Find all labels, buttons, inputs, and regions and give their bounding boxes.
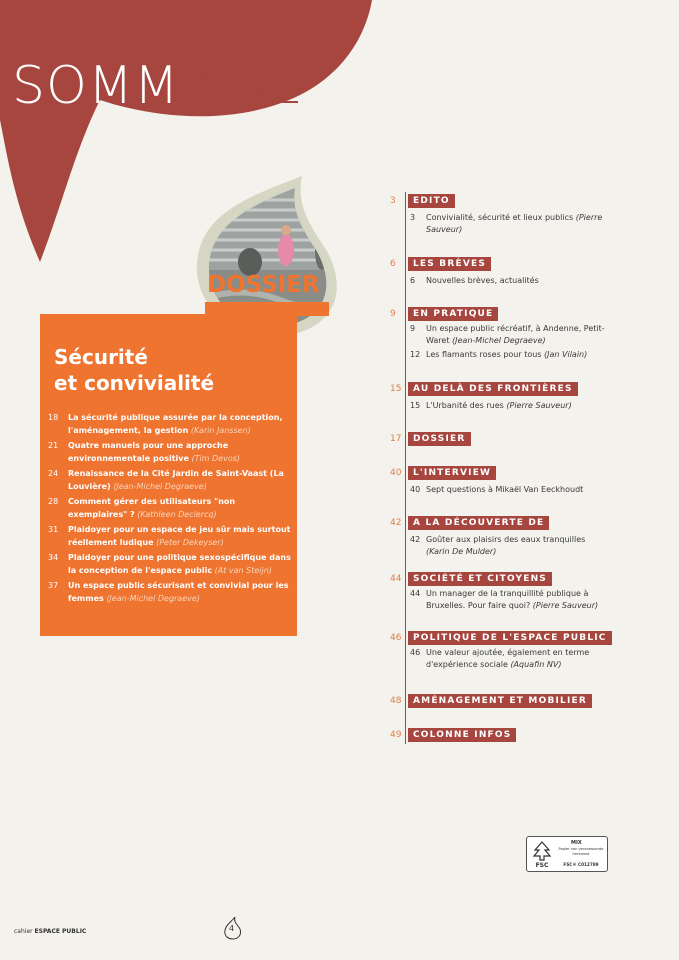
toc-section-label: LES BRÈVES: [408, 257, 491, 271]
dossier-article: [48, 579, 292, 605]
dossier-title-line1: Sécurité: [54, 345, 148, 369]
toc-entry-page: 40: [410, 485, 421, 494]
toc-entry-page: 44: [410, 589, 421, 598]
toc-entry-body: [426, 534, 605, 558]
toc-entry-author: (Karin De Mulder): [426, 547, 497, 556]
dossier-article-author: (Kathleen Declercq): [137, 510, 217, 519]
footer-prefix: cahier: [14, 928, 33, 935]
toc-entry-title: Une valeur ajoutée, également en terme d'expérience sociale: [426, 648, 590, 669]
toc-entry: [410, 484, 605, 496]
dossier-article-page: 37: [48, 581, 59, 590]
toc-entry-body: [426, 323, 605, 347]
toc-entry-title: Un espace public récréatif, à Andenne, Petit-Waret: [426, 324, 605, 345]
dossier-article: [48, 439, 292, 465]
dossier-article-author: (Peter Dekeyser): [156, 538, 224, 547]
toc-entry-title: Les flamants roses pour tous: [426, 350, 542, 359]
dossier-article-body: [68, 523, 292, 549]
fsc-brand: FSC: [535, 862, 549, 868]
dossier-article-author: (Jean-Michel Degraeve): [113, 482, 207, 491]
dossier-article: [48, 551, 292, 577]
toc-entry-author: (Jean-Michel Degraeve): [452, 336, 546, 345]
toc-section-label: AU DELÀ DES FRONTIÈRES: [408, 382, 578, 396]
toc-section-page: 3: [390, 196, 396, 206]
dossier-article-author: (Tim Devos): [191, 454, 241, 463]
toc-section-label: EDITO: [408, 194, 455, 208]
dossier-title-line2: et convivialité: [54, 371, 215, 395]
dossier-article: [48, 495, 292, 521]
page-title-part1: SOMM: [12, 56, 180, 116]
toc-section-label: SOCIÉTÉ ET CITOYENS: [408, 572, 552, 586]
toc-entry-title: L'Urbanité des rues: [426, 401, 504, 410]
dossier-article-author: (Karin Janssen): [190, 426, 251, 435]
dossier-article-body: [68, 411, 292, 437]
dossier-article-page: 34: [48, 553, 59, 562]
toc-entry-body: [426, 275, 605, 287]
dossier-article-page: 18: [48, 413, 59, 422]
toc-section-page: 46: [390, 633, 402, 643]
dossier-article-body: [68, 495, 292, 521]
toc-entry-author: (Pierre Sauveur): [506, 401, 572, 410]
toc-section-page: 49: [390, 730, 402, 740]
toc-entry: [410, 400, 605, 412]
dossier-article-title: Quatre manuels pour une approche environnementale positive: [68, 441, 229, 463]
toc-entry: [410, 588, 605, 612]
toc-entry-page: 9: [410, 324, 416, 333]
dossier-article-page: 21: [48, 441, 59, 450]
toc-entry-body: [426, 212, 605, 236]
toc-section-page: 6: [390, 259, 396, 269]
toc-entry-author: (Jan Vilain): [544, 350, 588, 359]
toc-entry-body: [426, 400, 605, 412]
dossier-article-author: (Jean-Michel Degraeve): [106, 594, 200, 603]
toc-section-page: 9: [390, 309, 396, 319]
toc-divider-line: [405, 192, 406, 744]
dossier-article-title: La sécurité publique assurée par la conception, l'aménagement, la gestion: [68, 413, 283, 435]
dossier-article: [48, 411, 292, 437]
toc-section-page: 42: [390, 518, 402, 528]
toc-section-label: DOSSIER: [408, 432, 471, 446]
dossier-article-body: [68, 579, 292, 605]
toc-entry-page: 46: [410, 648, 421, 657]
fsc-code: FSC® C012789: [563, 862, 599, 867]
toc-entry-page: 15: [410, 401, 421, 410]
dossier-article-title: Plaidoyer pour un espace de jeu sûr mais surtout réellement ludique: [68, 525, 291, 547]
dossier-article-page: 31: [48, 525, 59, 534]
toc-section-page: 48: [390, 696, 402, 706]
dossier-article-page: 28: [48, 497, 59, 506]
toc-section-label: POLITIQUE DE L'ESPACE PUBLIC: [408, 631, 612, 645]
toc-entry-title: Un manager de la tranquillité publique à Bruxelles. Pour faire quoi?: [426, 589, 589, 610]
dossier-title: [54, 344, 214, 396]
toc-section-label: EN PRATIQUE: [408, 307, 498, 321]
toc-entry: [410, 349, 605, 361]
dossier-article-title: Renaissance de la Cité Jardin de Saint-Vaast (La Louvière): [68, 469, 284, 491]
dossier-article: [48, 467, 292, 493]
page-number: 4: [229, 924, 235, 933]
toc-entry-body: [426, 588, 605, 612]
toc-section-label: L'INTERVIEW: [408, 466, 496, 480]
toc-entry-author: (Pierre Sauveur): [426, 213, 603, 234]
toc-entry-title: Nouvelles brèves, actualités: [426, 276, 539, 285]
toc-section-label: COLONNE INFOS: [408, 728, 516, 742]
dossier-panel: [40, 314, 297, 636]
page-title: [12, 56, 304, 116]
fsc-tree-icon: [531, 840, 553, 868]
dossier-article-list: [48, 411, 292, 607]
toc-entry: [410, 212, 605, 236]
dossier-article-author: (At van Steijn): [214, 566, 272, 575]
dossier-article-body: [68, 467, 292, 493]
toc-section-page: 17: [390, 434, 402, 444]
toc-entry-title: Sept questions à Mikaël Van Eeckhoudt: [426, 485, 584, 494]
dossier-article-title: Un espace public sécurisant et convivial pour les femmes: [68, 581, 289, 603]
fsc-certification-badge: [526, 836, 608, 872]
toc-entry: [410, 534, 605, 558]
toc-entry-page: 42: [410, 535, 421, 544]
dossier-article: [48, 523, 292, 549]
toc-entry: [410, 323, 605, 347]
toc-section-label: AMÉNAGEMENT ET MOBILIER: [408, 694, 592, 708]
toc-section-page: 44: [390, 574, 402, 584]
dossier-article-body: [68, 439, 292, 465]
toc-entry-body: [426, 484, 605, 496]
footer-publication: [14, 928, 86, 935]
red-speech-bubble-shape: [0, 0, 372, 262]
toc-entry-author: (Pierre Sauveur): [532, 601, 599, 610]
toc-entry-body: [426, 349, 605, 361]
dossier-article-body: [68, 551, 292, 577]
footer-brand: ESPACE PUBLIC: [34, 928, 87, 935]
page-title-part2: AIRE: [179, 56, 304, 116]
dossier-label-bar: [205, 302, 329, 316]
toc-section-page: 15: [390, 384, 402, 394]
dossier-label: DOSSIER: [207, 272, 320, 298]
toc-entry-page: 6: [410, 276, 416, 285]
toc-entry-page: 3: [410, 213, 416, 222]
toc-entry: [410, 275, 605, 287]
toc-section-label: A LA DÉCOUVERTE DE: [408, 516, 549, 530]
dossier-article-title: Plaidoyer pour une politique sexospécifique dans la conception de l'espace public: [68, 553, 291, 575]
dossier-article-title: Comment gérer des utilisateurs "non exemplaires" ?: [68, 497, 236, 519]
fsc-description: Papier van verantwoorde herkomst: [558, 847, 604, 856]
toc-entry-title: Convivialité, sécurité et lieux publics: [426, 213, 574, 222]
toc-entry: [410, 647, 605, 671]
toc-entry-title: Goûter aux plaisirs des eaux tranquilles: [426, 535, 586, 544]
fsc-mix-label: MIX: [571, 840, 582, 846]
toc-entry-page: 12: [410, 350, 421, 359]
toc-entry-author: (Aquafin NV): [510, 660, 562, 669]
dossier-article-page: 24: [48, 469, 59, 478]
toc-entry-body: [426, 647, 605, 671]
toc-section-page: 40: [390, 468, 402, 478]
